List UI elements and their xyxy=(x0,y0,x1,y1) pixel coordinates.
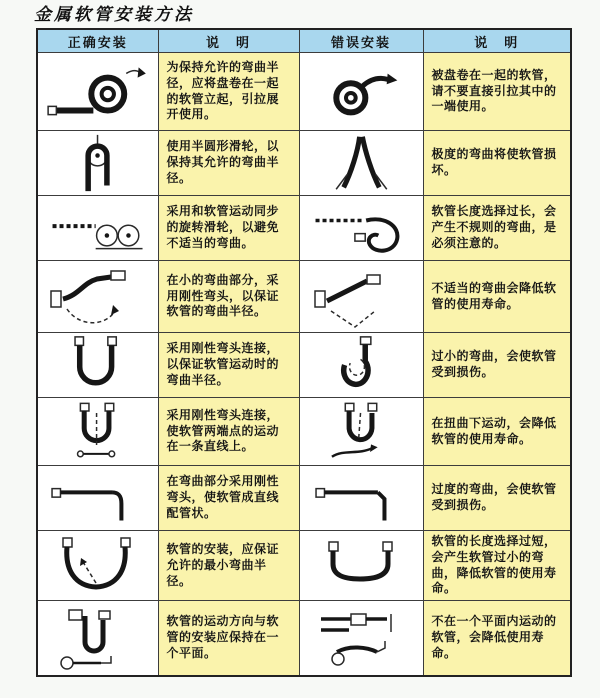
wrong-description: 极度的弯曲将使软管损坏。 xyxy=(423,131,571,196)
improper-sharp-bend-icon xyxy=(309,264,414,330)
correct-description: 采用刚性弯头连接，以保证软管运动时的弯曲半径。 xyxy=(158,333,299,398)
correct-description: 为保持允许的弯曲半径，应将盘卷在一起的软管立起，引拉展开使用。 xyxy=(158,53,299,131)
correct-image-cell xyxy=(37,531,158,601)
correct-image-cell xyxy=(37,466,158,531)
correct-image-cell xyxy=(37,333,158,398)
header-wrong-description: 说 明 xyxy=(423,29,571,53)
wrong-image-cell xyxy=(299,601,423,676)
wrong-description: 软管的长度选择过短，会产生软管过小的弯曲，降低软管的使用寿命。 xyxy=(423,531,571,601)
header-row xyxy=(37,29,571,53)
correct-description: 采用刚性弯头连接，使软管两端点的运动在一条直线上。 xyxy=(158,398,299,466)
correct-image-cell xyxy=(37,398,158,466)
correct-image-cell xyxy=(37,131,158,196)
rigid-elbow-small-bend-icon xyxy=(45,264,150,330)
wrong-description: 不适当的弯曲会降低软管的使用寿命。 xyxy=(423,261,571,333)
rigid-elbow-u-loop-icon xyxy=(48,335,148,395)
coiled-hose-stood-up-and-unrolled-icon xyxy=(44,59,152,125)
correct-image-cell xyxy=(37,53,158,131)
wrong-description: 在扭曲下运动，会降低软管的使用寿命。 xyxy=(423,398,571,466)
too-short-flattened-u-icon xyxy=(309,534,414,598)
wrong-description: 软管长度选择过长，会产生不规则的弯曲，是必须注意的。 xyxy=(423,196,571,261)
twisted-u-hose-icon xyxy=(311,401,411,463)
table-row xyxy=(37,53,571,131)
wrong-description: 过小的弯曲，会使软管受到损伤。 xyxy=(423,333,571,398)
table-row xyxy=(37,131,571,196)
over-bent-elbow-icon xyxy=(309,468,414,528)
correct-image-cell xyxy=(37,601,158,676)
correct-description: 在小的弯曲部分，采用刚性弯头，以保证软管的弯曲半径。 xyxy=(158,261,299,333)
sharply-folded-hose-icon xyxy=(311,133,411,193)
correct-description: 使用半圆形滑轮，以保持其允许的弯曲半径。 xyxy=(158,131,299,196)
synchronized-rotating-pulleys-icon xyxy=(44,198,152,258)
single-plane-motion-hose-icon xyxy=(45,604,150,672)
table-row xyxy=(37,466,571,531)
out-of-plane-hoses-icon xyxy=(309,604,414,672)
correct-description: 软管的安装，应保证允许的最小弯曲半径。 xyxy=(158,531,299,601)
table-row xyxy=(37,531,571,601)
wrong-image-cell xyxy=(299,398,423,466)
wrong-image-cell xyxy=(299,261,423,333)
wrong-image-cell xyxy=(299,333,423,398)
wrong-image-cell xyxy=(299,531,423,601)
straight-run-rigid-elbow-icon xyxy=(45,468,150,528)
table-row xyxy=(37,601,571,676)
wrong-description: 被盘卷在一起的软管，请不要直接引拉其中的一端使用。 xyxy=(423,53,571,131)
wrong-description: 不在一个平面内运动的软管，会降低使用寿命。 xyxy=(423,601,571,676)
coiled-hose-pulled-from-end-icon xyxy=(307,61,415,123)
table-row xyxy=(37,398,571,466)
installation-table xyxy=(36,28,572,677)
u-hose-endpoints-inline-icon xyxy=(48,401,148,463)
overlong-hose-loop-icon xyxy=(307,198,415,258)
wrong-image-cell xyxy=(299,196,423,261)
wrong-image-cell xyxy=(299,466,423,531)
correct-image-cell xyxy=(37,261,158,333)
correct-description: 软管的运动方向与软管的安装应保持在一个平面。 xyxy=(158,601,299,676)
wrong-image-cell xyxy=(299,131,423,196)
header-wrong-install: 错误安装 xyxy=(299,29,423,53)
table-row xyxy=(37,333,571,398)
wrong-description: 过度的弯曲，会使软管受到损伤。 xyxy=(423,466,571,531)
correct-description: 采用和软管运动同步的旋转滑轮，以避免不适当的弯曲。 xyxy=(158,196,299,261)
hose-over-pulley-icon xyxy=(48,133,148,193)
correct-description: 在弯曲部分采用刚性弯头，使软管成直线配管状。 xyxy=(158,466,299,531)
too-small-bend-hook-icon xyxy=(311,335,411,395)
page-title: 金属软管安装方法 xyxy=(34,5,194,25)
minimum-bend-radius-u-icon xyxy=(45,534,150,598)
table-row xyxy=(37,196,571,261)
header-correct-description: 说 明 xyxy=(158,29,299,53)
header-correct-install: 正确安装 xyxy=(37,29,158,53)
table-row xyxy=(37,261,571,333)
wrong-image-cell xyxy=(299,53,423,131)
correct-image-cell xyxy=(37,196,158,261)
